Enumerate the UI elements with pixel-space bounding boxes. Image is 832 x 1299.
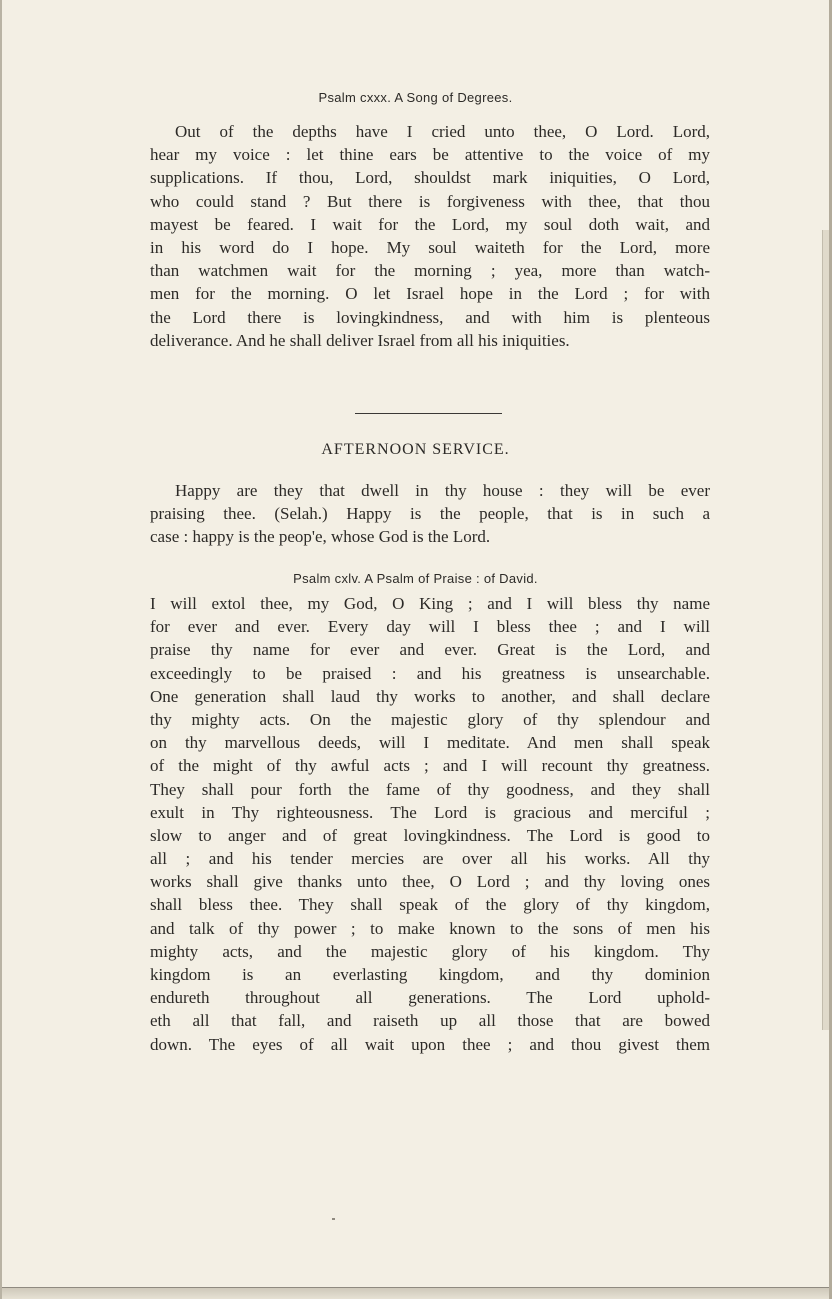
text-line: Out of the depths have I cried unto thee, O Lord. Lord, [175, 122, 710, 141]
afternoon-service-title: AFTERNOON SERVICE. [321, 441, 510, 458]
text-line: down. The eyes of all wait upon thee ; and thou givest them [150, 1034, 710, 1054]
text-line: slow to anger and of great lovingkindness. The Lord is good to [150, 825, 710, 845]
text-line: for ever and ever. Every day will I bless thee ; and I will [150, 617, 710, 637]
text-line: men for the morning. O let Israel hope in the Lord ; for with [150, 284, 710, 304]
psalm-130-text [150, 120, 710, 352]
text-line: One generation shall laud thy works to another, and shall declare [150, 686, 710, 706]
printer-mark [332, 1218, 335, 1220]
text-line: on thy marvellous deeds, will I meditate. And men shall speak [150, 733, 710, 753]
text-line: of the might of thy awful acts ; and I will recount thy greatness. [150, 756, 710, 776]
psalm-145-heading: Psalm cxlv. A Psalm of Praise : of David. [293, 571, 538, 586]
text-line: and talk of thy power ; to make known to the sons of men his [150, 918, 710, 938]
text-line: praising thee. (Selah.) Happy is the people, that is in such a [150, 504, 710, 524]
text-line: mighty acts, and the majestic glory of his kingdom. Thy [150, 941, 710, 961]
text-line: who could stand ? But there is forgiveness with thee, that thou [150, 191, 710, 211]
text-line: thy mighty acts. On the majestic glory of thy splendour and [150, 709, 710, 729]
text-line: all ; and his tender mercies are over all his works. All thy [150, 849, 710, 869]
page-bottom-edge [2, 1287, 829, 1299]
text-line: eth all that fall, and raiseth up all those that are bowed [150, 1011, 710, 1031]
text-line: mayest be feared. I wait for the Lord, my soul doth wait, and [150, 214, 710, 234]
text-line: Happy are they that dwell in thy house : they will be ever [175, 481, 710, 500]
page-edge [822, 230, 829, 1030]
psalm-145-text [150, 592, 710, 1056]
text-line: works shall give thanks unto thee, O Lord ; and thy loving ones [150, 872, 710, 892]
section-divider [355, 413, 502, 414]
afternoon-service-text [150, 479, 710, 549]
text-line: deliverance. And he shall deliver Israel from all his iniquities. [150, 330, 570, 350]
text-line: hear my voice : let thine ears be attentive to the voice of my [150, 145, 710, 165]
text-line: supplications. If thou, Lord, shouldst mark iniquities, O Lord, [150, 168, 710, 188]
text-line: than watchmen wait for the morning ; yea, more than watch- [150, 261, 710, 281]
text-line: the Lord there is lovingkindness, and with him is plenteous [150, 307, 710, 327]
text-line: case : happy is the peop'e, whose God is the Lord. [150, 527, 491, 547]
text-line: They shall pour forth the fame of thy goodness, and they shall [150, 779, 710, 799]
text-line: shall bless thee. They shall speak of the glory of thy kingdom, [150, 895, 710, 915]
text-line: I will extol thee, my God, O King ; and I will bless thy name [150, 594, 710, 613]
text-line: praise thy name for ever and ever. Great is the Lord, and [150, 640, 710, 660]
text-line: exult in Thy righteousness. The Lord is gracious and merciful ; [150, 802, 710, 822]
psalm-130-heading: Psalm cxxx. A Song of Degrees. [318, 90, 513, 105]
text-line: in his word do I hope. My soul waiteth for the Lord, more [150, 237, 710, 257]
text-line: kingdom is an everlasting kingdom, and thy dominion [150, 965, 710, 984]
text-line: exceedingly to be praised : and his greatness is unsearchable. [150, 663, 710, 683]
text-line: endureth throughout all generations. The Lord uphold- [150, 988, 710, 1008]
